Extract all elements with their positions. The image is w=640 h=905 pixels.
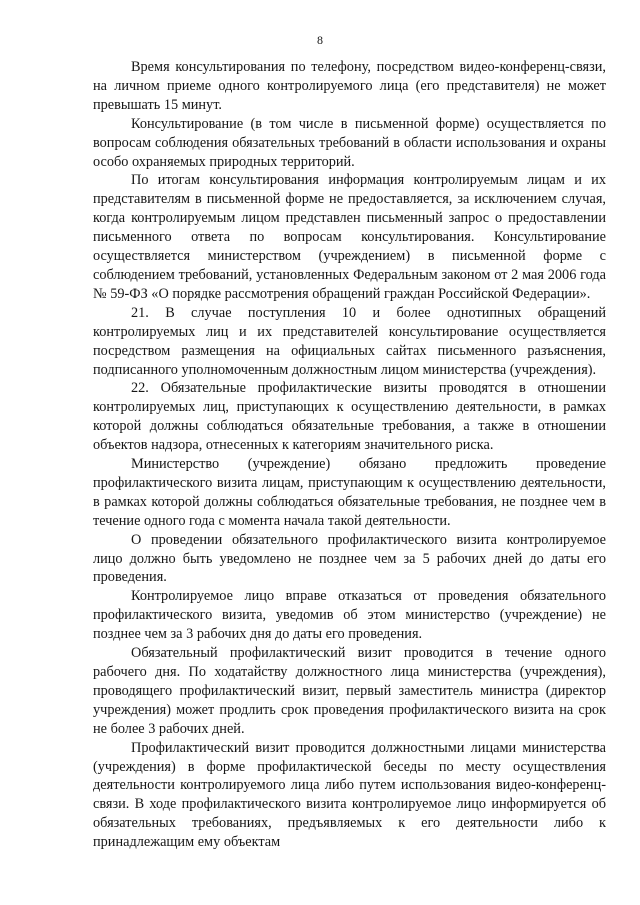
- page-number: 8: [317, 33, 323, 47]
- paragraph-consultation-time: Время консультирования по телефону, посредством видео-конференц-связи, на личном приеме одного контролируемого лица (его представителя) не может превышать 15 минут.: [93, 59, 606, 113]
- paragraph-visit-notice: О проведении обязательного профилактического визита контролируемое лицо должно быть уведомлено не позднее чем за 5 рабочих дней до даты его проведения.: [93, 531, 606, 586]
- document-body: [93, 58, 606, 852]
- paragraph-visit-offer: Министерство (учреждение) обязано предложить проведение профилактического визита лицам, приступающим к осуществлению деятельности, в рамках которой должны соблюдаться обязательные требования, не позднее чем в течение одного года с момента начала такой деятельности.: [93, 456, 606, 529]
- paragraph-item-22: 22. Обязательные профилактические визиты проводятся в отношении контролируемых лиц, приступающих к осуществлению деятельности, в рамках которой должны соблюдаться обязательные требования, а также в отношении объектов надзора, отнесенных к категориям значительного риска.: [93, 380, 606, 454]
- paragraph-written-consultation: По итогам консультирования информация контролируемым лицам и их представителям в письменной форме не предоставляется, за исключением случая, когда контролируемым лицом представлен письменный запрос о предоставлении письменного ответа по вопросам консультирования. Консультирование осуществляется министерством (учреждением) в письменной форме с соблюдением требований, установленных Федеральным законом от 2 мая 2006 года № 59-ФЗ «О порядке рассмотрения обращений граждан Российской Федерации».: [93, 172, 606, 302]
- paragraph-visit-duration: Обязательный профилактический визит проводится в течение одного рабочего дня. По ходатайству должностного лица министерства (учреждения), проводящего профилактический визит, первый заместитель министра (директор учреждения) может продлить срок проведения профилактического визита на срок не более 3 рабочих дней.: [93, 645, 606, 737]
- paragraph-consultation-scope: Консультирование (в том числе в письменной форме) осуществляется по вопросам соблюдения обязательных требований в области использования и охраны особо охраняемых природных территорий.: [93, 115, 606, 170]
- paragraph-item-21: 21. В случае поступления 10 и более однотипных обращений контролируемых лиц и их представителей консультирование осуществляется посредством размещения на официальных сайтах письменного разъяснения, подписанного уполномоченным должностным лицом министерства (учреждения).: [93, 304, 606, 378]
- paragraph-visit-refusal: Контролируемое лицо вправе отказаться от проведения обязательного профилактического визита, уведомив об этом министерство (учреждение) не позднее чем за 3 рабочих дня до даты его проведения.: [93, 588, 606, 643]
- paragraph-visit-form: Профилактический визит проводится должностными лицами министерства (учреждения) в форме профилактической беседы по месту осуществления деятельности контролируемого лица либо путем использования видео-конференц-связи. В ходе профилактического визита контролируемое лицо информируется об обязательных требованиях, предъявляемых к его деятельности либо к принадлежащим ему объектам: [93, 739, 606, 851]
